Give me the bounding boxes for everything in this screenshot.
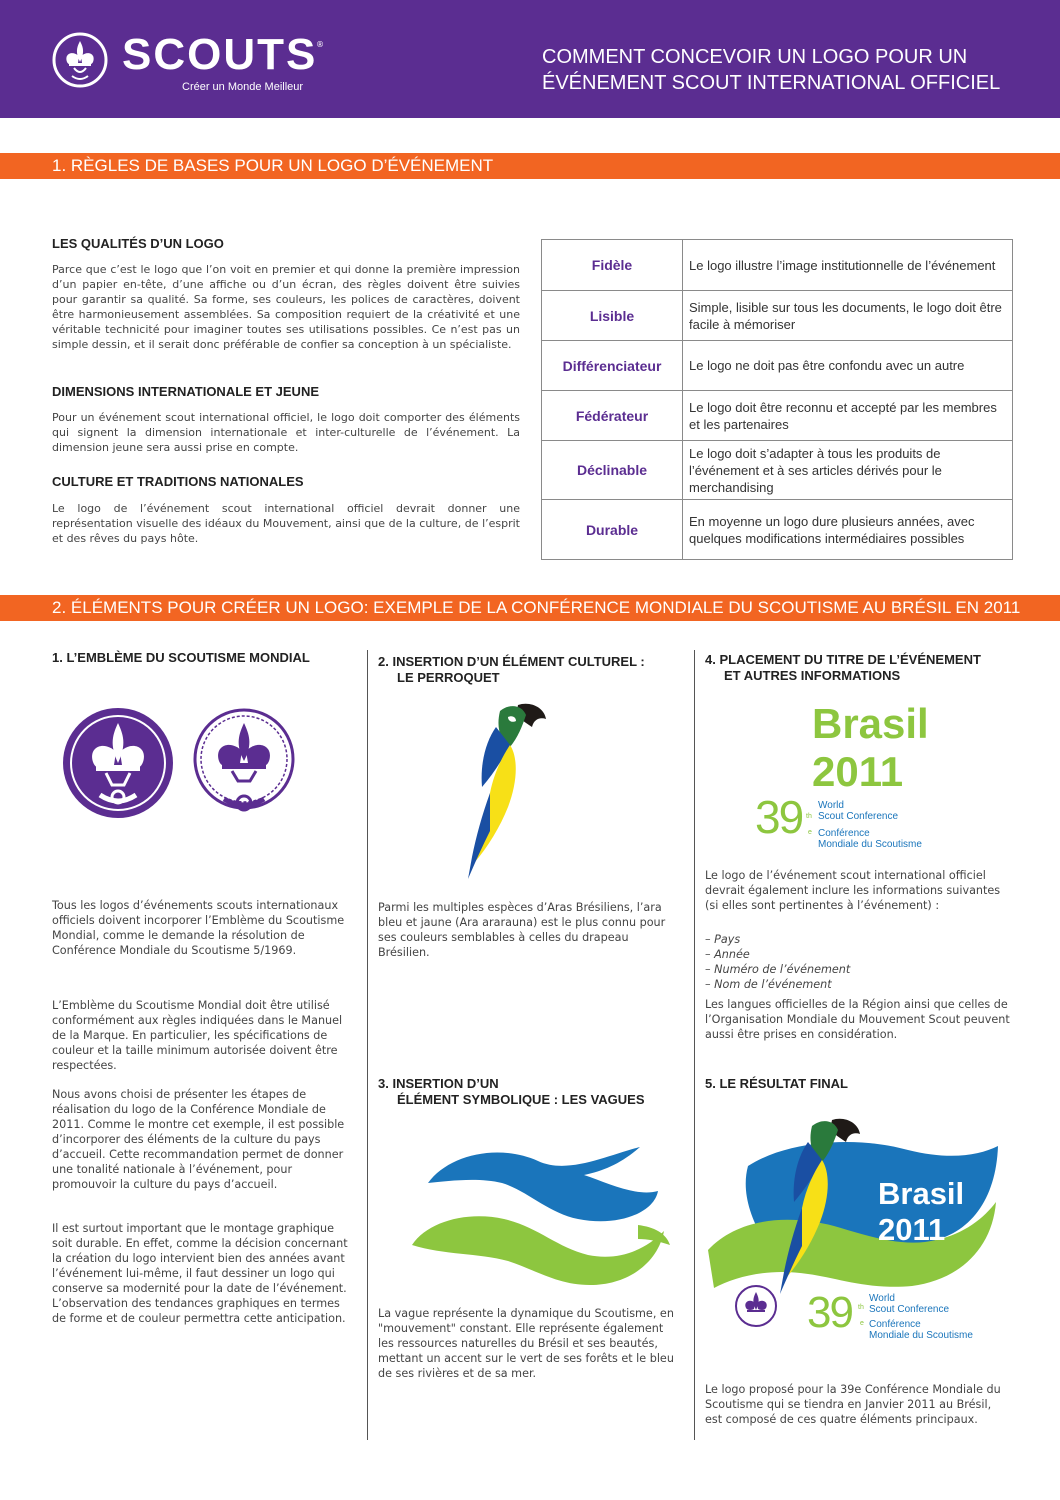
section1-bar: 1. RÈGLES DE BASES POUR UN LOGO D’ÉVÉNEMENT (0, 153, 1060, 179)
final-wsc-line2: Scout Conference (869, 1304, 950, 1315)
page-title (542, 44, 1042, 96)
wsc-line2: Scout Conference (818, 811, 899, 822)
final-brasil-word: Brasil (878, 1176, 965, 1211)
list-item: – Numéro de l’événement (705, 963, 851, 976)
final-cms-label (869, 1319, 973, 1341)
final-cms-line1: Conférence (869, 1319, 921, 1330)
waves-title-line1: 3. INSERTION D’UN (378, 1076, 499, 1091)
info-text-2: Les langues officielles de la Région ainsi que celles de l’Organisation Mondiale du Mouvement Scout peuvent aussi être prises en considération. (705, 998, 1010, 1041)
wsc-line1: World (818, 800, 844, 811)
table-row (542, 240, 1013, 291)
waves-title-line2: ÉLÉMENT SYMBOLIQUE : LES VAGUES (397, 1092, 645, 1107)
title-placement-line1: 4. PLACEMENT DU TITRE DE L’ÉVÉNEMENT (705, 652, 981, 667)
culture-title: CULTURE ET TRADITIONS NATIONALES (52, 474, 304, 489)
waves-text: La vague représente la dynamique du Scoutisme, en "mouvement" constant. Elle représente également les ressources naturelles du Brésil et ses beautés, mettant un accent sur le vert de ses forêts et le bleu de ses rivières et de sa mer. (378, 1307, 674, 1380)
quality-value: Le logo ne doit pas être confondu avec un autre (683, 341, 1013, 391)
quality-value: Le logo doit s’adapter à tous les produits de l’événement et à ses articles dérivés pour le merchandising (683, 441, 1013, 500)
final-wsc-line1: World (869, 1293, 895, 1304)
quality-value: Le logo doit être reconnu et accepté par les membres et les partenaires (683, 391, 1013, 441)
list-item: – Pays (705, 933, 741, 946)
wsc-label (818, 800, 898, 822)
sup-th: th (806, 813, 812, 820)
cms-line2: Mondiale du Scoutisme (818, 839, 922, 850)
title-placement-line2: ET AUTRES INFORMATIONS (724, 668, 901, 683)
info-list (705, 932, 1015, 992)
final-brasil-wordmark (878, 1176, 964, 1248)
qualites-text: Parce que c’est le logo que l’on voit en premier et qui donne la première impression d’un papier en-tête, d’une affiche ou d’un écran, des règles doivent être suivies pour garantir sa qualité. Sa forme, ses couleurs, les polices de caractères, doivent être harmonieusement assemblées. Sa composition requiert de la créativité et une véritable technicité pour imaginer toutes ses utilisations possibles. Ce n’est pas un simple dessin, et il serait donc préférable de confier sa conception à un spécialiste. (52, 263, 520, 351)
emblem-text-1: Tous les logos d’événements scouts internationaux officiels doivent incorporer l’Emblème du Scoutisme Mondial, comme le demande la résolution de Conférence Mondiale du Scoutisme 5/1969. (52, 899, 345, 957)
parrot-text: Parmi les multiples espèces d’Aras Brésiliens, l’ara bleu et jaune (Ara ararauna) est le plus connu pour ses couleurs semblables à celles du drapeau Brésilien. (378, 901, 666, 959)
quality-key: Fidèle (542, 240, 683, 291)
parrot-title-line1: 2. INSERTION D’UN ÉLÉMENT CULTUREL : (378, 654, 645, 669)
column-divider (694, 650, 695, 1440)
final-conference-number: 39 (807, 1288, 852, 1337)
info-text: Le logo de l’événement scout international officiel devrait également inclure les informations suivantes (si elles sont pertinentes à l’événement) : (705, 869, 1001, 912)
brand-tagline: Créer un Monde Meilleur (182, 81, 304, 93)
quality-value: En moyenne un logo dure plusieurs années, avec quelques modifications intermédiaires possibles (683, 500, 1013, 560)
quality-key: Durable (542, 500, 683, 560)
column-divider (367, 650, 368, 1440)
brand-name: SCOUTS (122, 30, 318, 79)
table-row (542, 291, 1013, 341)
final-wsc-label (869, 1293, 949, 1315)
conference-number: 39 (755, 791, 803, 843)
table-row (542, 441, 1013, 500)
quality-key: Lisible (542, 291, 683, 341)
table-row (542, 341, 1013, 391)
scout-emblem-icon (52, 32, 108, 88)
brasil-word: Brasil (812, 700, 929, 747)
emblem-text-3: Nous avons choisi de présenter les étapes de réalisation du logo de la Conférence Mondiale de 2011. Comme le montre cet exemple, il est possible d’incorporer des éléments de la culture du pays d’accueil. Cette recommandation permet de donner une tonalité nationale à l’événement, pour promouvoir la culture du pays d’accueil. (52, 1088, 345, 1191)
table-row (542, 500, 1013, 560)
parrot-title (378, 654, 688, 686)
waves-title (378, 1076, 688, 1108)
brasil-wordmark (812, 700, 929, 796)
quality-key: Fédérateur (542, 391, 683, 441)
page-title-line2: ÉVÉNEMENT SCOUT INTERNATIONAL OFFICIEL (542, 72, 1001, 94)
final-cms-line2: Mondiale du Scoutisme (869, 1330, 973, 1341)
list-item: – Année (705, 948, 750, 961)
emblem-title: 1. L’EMBLÈME DU SCOUTISME MONDIAL (52, 650, 310, 665)
title-placement-title (705, 652, 1025, 684)
page-title-line1: COMMENT CONCEVOIR UN LOGO POUR UN (542, 46, 968, 68)
sup-e: e (808, 829, 812, 836)
page-header (0, 0, 1060, 118)
quality-key: Déclinable (542, 441, 683, 500)
emblem-outline-icon (192, 707, 296, 819)
parrot-illustration (460, 697, 552, 882)
cms-label (818, 828, 922, 850)
dimensions-title: DIMENSIONS INTERNATIONALE ET JEUNE (52, 384, 320, 399)
final-sup-e: e (860, 1320, 864, 1327)
parrot-title-line2: LE PERROQUET (397, 670, 500, 685)
quality-value: Le logo illustre l’image institutionnelle de l’événement (683, 240, 1013, 291)
brasil-year: 2011 (812, 748, 904, 795)
waves-illustration (408, 1135, 680, 1293)
registered-mark: ® (316, 40, 324, 49)
final-result-text: Le logo proposé pour la 39e Conférence Mondiale du Scoutisme qui se tiendra en Janvier 2011 au Brésil, est composé de ces quatre éléments principaux. (705, 1383, 1001, 1426)
final-sup-th: th (858, 1304, 864, 1311)
culture-text: Le logo de l’événement scout international officiel devrait donner une représentation visuelle des idéaux du Mouvement, ainsi que de la culture, de l’esprit et des rêves du pays hôte. (52, 502, 520, 545)
emblem-filled-icon (62, 707, 174, 819)
qualities-table (541, 239, 1013, 560)
qualites-title: LES QUALITÉS D’UN LOGO (52, 236, 224, 251)
section2-bar: 2. ÉLÉMENTS POUR CRÉER UN LOGO: EXEMPLE DE LA CONFÉRENCE MONDIALE DU SCOUTISME AU BRÉSIL EN 2011 (0, 595, 1060, 621)
dimensions-text: Pour un événement scout international officiel, le logo doit comporter des éléments qui signent la dimension internationale et inter-culturelle de l’événement. La dimension jeune sera aussi prise en compte. (52, 411, 520, 454)
quality-key: Différenciateur (542, 341, 683, 391)
emblem-text-4: Il est surtout important que le montage graphique soit durable. En effet, comme la décision concernant la création du logo intervient bien des années avant l’événement lui-même, il faut dessiner un logo qui conserve sa modernité pour la date de l’événement. L’observation des tendances graphiques en termes de forme et de couleur permettra cette anticipation. (52, 1222, 348, 1325)
table-row (542, 391, 1013, 441)
cms-line1: Conférence (818, 828, 870, 839)
quality-value: Simple, lisible sur tous les documents, le logo doit être facile à mémoriser (683, 291, 1013, 341)
emblem-text-2: L’Emblème du Scoutisme Mondial doit être utilisé conformément aux règles indiquées dans le Manuel de la Marque. En particulier, les spécifications de couleur et la taille minimum autorisée doivent être respectées. (52, 999, 343, 1072)
final-result-title: 5. LE RÉSULTAT FINAL (705, 1076, 848, 1091)
list-item: – Nom de l’événement (705, 978, 832, 991)
final-brasil-year: 2011 (878, 1212, 946, 1247)
